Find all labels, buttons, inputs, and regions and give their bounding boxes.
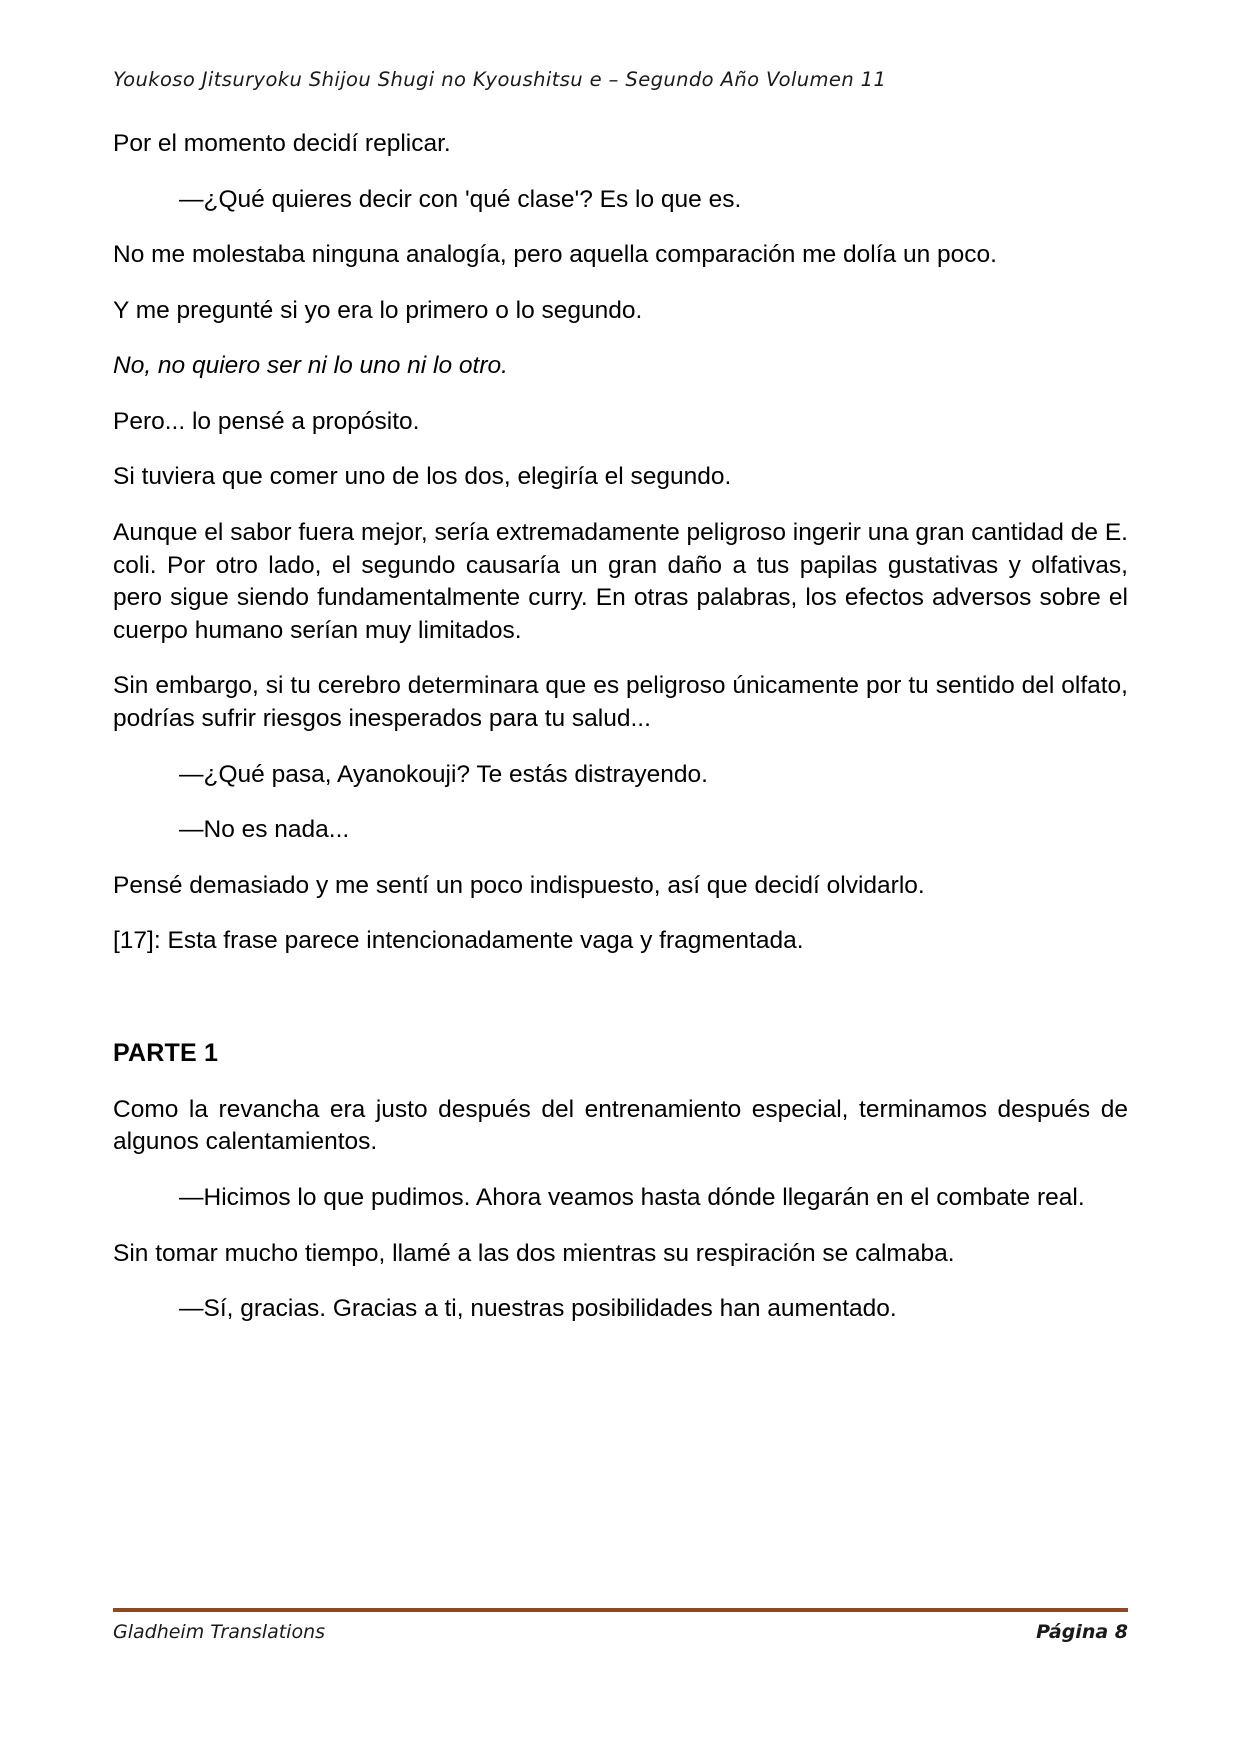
footer-credit: Gladheim Translations [113, 1621, 326, 1643]
paragraph-dialogue: —Sí, gracias. Gracias a ti, nuestras posibilidades han aumentado. [179, 1295, 897, 1323]
paragraph: Aunque el sabor fuera mejor, sería extremadamente peligroso ingerir una gran cantidad de E. coli. Por otro lado, el segundo causaría un gran daño a tus papilas gustativas y olfativas, pero sigue siendo fundamentalmente curry. En otras palabras, los efectos adversos sobre el cuerpo humano serían muy limitados. [113, 519, 1128, 644]
paragraph: No me molestaba ninguna analogía, pero aquella comparación me dolía un poco. [113, 241, 997, 269]
paragraph: Sin tomar mucho tiempo, llamé a las dos mientras su respiración se calmaba. [113, 1239, 955, 1267]
paragraph-dialogue: —Hicimos lo que pudimos. Ahora veamos hasta dónde llegarán en el combate real. [179, 1183, 1085, 1211]
page-number: Página 8 [1036, 1621, 1128, 1643]
section-heading: PARTE 1 [113, 1038, 219, 1067]
paragraph-dialogue: —¿Qué quieres decir con 'qué clase'? Es lo que es. [179, 185, 742, 213]
paragraph-dialogue: —No es nada... [179, 816, 350, 844]
running-header: Youkoso Jitsuryoku Shijou Shugi no Kyoushitsu e – Segundo Año Volumen 11 [113, 68, 887, 91]
paragraph: Sin embargo, si tu cerebro determinara que es peligroso únicamente por tu sentido del olfato, podrías sufrir riesgos inesperados para tu salud... [113, 672, 1128, 732]
paragraph: Y me pregunté si yo era lo primero o lo segundo. [113, 296, 643, 324]
translator-note: [17]: Esta frase parece intencionadamente vaga y fragmentada. [113, 927, 804, 955]
paragraph-dialogue: —¿Qué pasa, Ayanokouji? Te estás distrayendo. [179, 760, 708, 788]
paragraph-inner-thought: No, no quiero ser ni lo uno ni lo otro. [113, 352, 508, 380]
footer-divider [113, 1608, 1128, 1612]
paragraph: Pero... lo pensé a propósito. [113, 407, 420, 435]
paragraph: Por el momento decidí replicar. [113, 130, 451, 157]
page-footer [113, 1621, 1128, 1643]
paragraph: Si tuviera que comer uno de los dos, elegiría el segundo. [113, 463, 732, 491]
page-body [113, 128, 1128, 1349]
paragraph: Pensé demasiado y me sentí un poco indispuesto, así que decidí olvidarlo. [113, 871, 925, 899]
paragraph: Como la revancha era justo después del entrenamiento especial, terminamos después de algunos calentamientos. [113, 1095, 1128, 1156]
